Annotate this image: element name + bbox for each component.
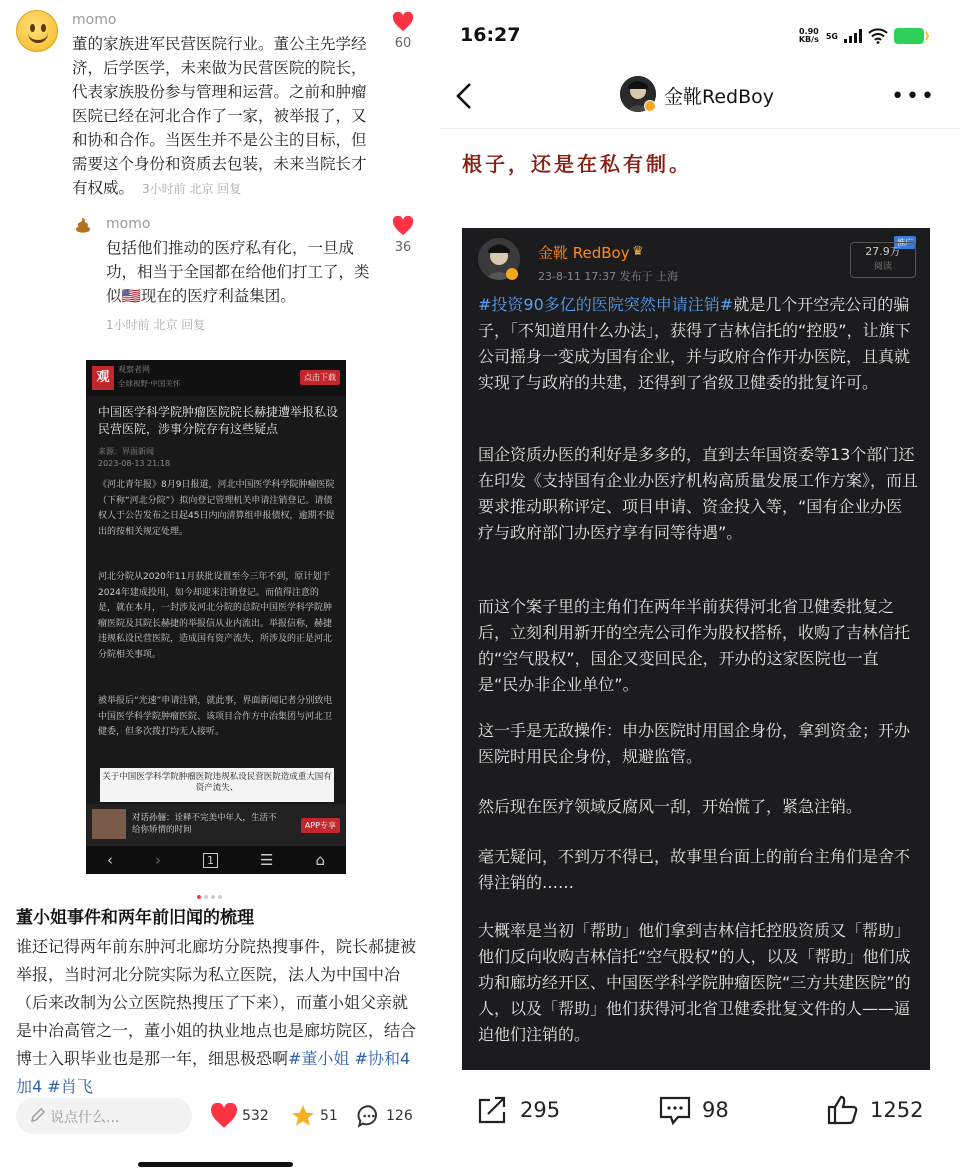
comment-count: 126 [386,1108,413,1124]
battery-icon [894,27,930,45]
embed-subsource: 全球视野·中国关怀 [118,379,181,388]
menu-icon[interactable]: ☰ [260,851,274,869]
share-button[interactable] [476,1092,560,1128]
embed-meta-time: 2023-08-13 21:18 [98,459,171,468]
embed-paragraph: 被举报后“光速”申请注销，就此事，界面新闻记者分别致电中国医学科学院肿瘤医院、该项目合作方中冶集团与河北卫健委，但多次拨打均无人接听。 [98,696,333,737]
avatar-eye [41,24,46,32]
like-button[interactable] [826,1092,923,1128]
card-post-meta: 23-8-11 17:37 发布于 上海 [538,270,679,283]
comment-line: 和协和合作。当医生并不是公主的目标，但 [72,131,367,149]
card-paragraph: 这一手是无敌操作：申办医院时用国企身份，拿到资金；开办医院时用民企身份，规避监管。 [478,721,911,766]
card-paragraph: 大概率是当初「帮助」他们拿到吉林信托控股资质又「帮助」他们反向收购吉林信托“空气股权”的人，以及「帮助」他们成功和廊坊经开区、中国医学科学院肿瘤医院“三方共建医院”的人，以及「帮助」他们获得河北省卫健委批复文件的人——逼迫他们注销的。 [478,921,911,1044]
card-paragraph-text: 就是几个开空壳公司的骗子，「不知道用什么办法」，获得了吉林信托的“控股”，让旗下公司摇身一变成为国有企业，并与政府合作开办医院，且真就实现了与政府的共建，还得到了省级卫健委的批复许可。 [478,295,911,392]
comment-line: 似🇺🇸现在的医疗利益集团。 [106,287,296,305]
author-name[interactable]: 金靴RedBoy [664,86,775,108]
verified-badge-icon [506,268,518,280]
like-count: 532 [242,1108,269,1124]
embed-meta-source: 来源：界面新闻 [98,447,154,456]
comment-line: 包括他们推动的医疗私有化，一旦成 [106,239,355,257]
comment-line: 济，后学医学，未来做为民营医院的院长， [72,59,367,77]
embed-ad-thumbnail [92,809,126,839]
card-paragraph: 国企资质办医的利好是多多的，直到去年国资委等13个部门还在印发《支持国有企业办医疗机构高质量发展工作方案》，而且要求推动职称评定、项目申请、资金投入等，“国有企业办医疗与政府部门办医疗享有同等待遇”。 [478,445,919,542]
favorite-button[interactable] [290,1102,338,1130]
comment-line: 功，相当于全国都在给他们打工了，类 [106,263,370,281]
header-divider [440,128,960,129]
embed-meta [98,446,170,470]
comment-line: 需要这个身份和资质去包装，未来当院长才 [72,155,367,173]
post-action-bar [0,1092,440,1140]
verified-badge-icon [644,100,656,112]
tabs-icon[interactable]: 1 [203,853,218,868]
comment-line: 医院已经在河北合作了一家，被举报了，又 [72,107,367,125]
carousel-dot [197,895,201,899]
card-paragraph: 毫无疑问，不到万不得已，故事里台面上的前台主角们是舍不得注销的…… [478,847,911,892]
read-label: 阅读 [873,262,892,272]
embed-logo: 观 [92,366,114,390]
comment-last-line [72,176,372,201]
embed-download-button[interactable]: 点击下载 [300,370,340,385]
card-paragraph [478,292,918,396]
comment-icon [658,1094,692,1126]
net-type: 5G [825,31,838,41]
carousel-dot [204,895,208,899]
comment-count: 98 [702,1098,729,1122]
hashtag-link[interactable]: #投资90多亿的医院突然申请注销# [478,295,734,314]
promoted-badge: 推广 [894,236,916,249]
hashtag-link[interactable]: #董小姐 [288,1049,350,1068]
post-headline: 根子，还是在私有制。 [462,152,692,176]
avatar-eye [30,24,35,32]
carousel-dot [211,895,215,899]
heart-icon[interactable] [392,216,414,236]
comment-line: 董的家族进军民营医院行业。董公主先学经 [72,35,367,53]
comment-line: 代表家族股份参与管理和运营。之前和肿瘤 [72,83,367,101]
thumbs-up-icon [826,1094,860,1126]
signal-icon [844,29,862,43]
comment-username[interactable]: momo [106,216,151,232]
status-time: 16:27 [460,24,521,46]
comment-button[interactable] [658,1092,729,1128]
weibo-comment-panel [0,0,440,1176]
carousel-dot [218,895,222,899]
comment-text [106,236,386,308]
more-options-icon[interactable]: ••• [891,84,936,109]
read-count-box [850,242,916,278]
comment-placeholder: 说点什么... [50,1110,120,1126]
embed-paragraph: 《河北青年报》8月9日报道，河北中国医学科学院肿瘤医院（下称“河北分院”）拟向登记管理机关申请注销登记。请债权人于公告发布之日起45日内向清算组申报债权，逾期不提出的按相关规定处理。 [98,480,335,537]
card-paragraph: 然后现在医疗领域反腐风一刮，开始慌了，紧急注销。 [478,797,863,816]
embed-title: 中国医学科学院肿瘤医院院长赫捷遭举报私设民营医院，涉事分院存有这些疑点 [98,405,339,436]
read-count: 27.9万 [865,245,901,258]
favorite-count: 51 [320,1108,338,1124]
comment-line: 有权威。 [72,179,135,197]
forward-icon[interactable]: › [155,851,161,869]
comment-meta[interactable]: 3小时前 北京 回复 [142,182,242,196]
poop-avatar-icon[interactable] [74,216,92,234]
comment-meta[interactable]: 1小时前 北京 回复 [106,318,206,332]
weibo-post-panel [440,0,960,1176]
embed-paragraph: 河北分院从2020年11月获批设置至今三年不到，原计划于2024年建成投用，如今却迎来注销登记。而值得注意的是，就在本月，一封涉及河北分院的总院中国医学科学院肿瘤医院及其院长赫捷的举报信从业内流出。举报信称，赫捷违规私设民营医院，造成国有资产流失，所涉及的正是河北分院相关事项。 [98,572,333,660]
comment-text [72,32,372,201]
embed-quote-box: 关于中国医学科学院肿瘤医院违规私设民营医院造成重大国有资产流失、 [100,768,334,802]
embed-ad-button[interactable]: APP专享 [301,818,340,833]
share-count: 295 [520,1098,561,1122]
heart-icon [210,1103,238,1129]
comment-button[interactable] [356,1102,413,1130]
avatar-mouth [28,33,48,43]
heart-icon[interactable] [392,12,414,32]
card-paragraph: 而这个案子里的主角们在两年半前获得河北省卫健委批复之后，立刻利用新开的空壳公司作为股权搭桥，收购了吉林信托的“空气股权”，国企又变回民企，开办的这家医院也一直是“民办非企业单位”。 [478,597,911,694]
embed-ad[interactable] [86,804,346,846]
home-icon[interactable]: ⌂ [315,851,325,869]
hashtag-link[interactable]: #肖飞 [47,1077,93,1096]
comment-username[interactable]: momo [72,12,117,28]
card-author-name[interactable]: 金靴 RedBoy [538,244,630,262]
comment-bubble-icon [356,1103,382,1129]
wifi-icon [868,28,888,44]
post-action-bar [440,1088,960,1132]
post-body [16,933,416,1101]
reposted-dark-card[interactable] [462,228,930,1070]
embedded-news-screenshot[interactable] [86,360,346,874]
hashtag-link[interactable]: #协和4加4 [16,1049,411,1096]
like-count: 60 [394,36,412,51]
pencil-icon [30,1107,46,1123]
carousel-dots[interactable] [197,884,237,890]
like-count: 1252 [870,1098,924,1122]
share-icon [476,1094,510,1126]
back-arrow-icon[interactable] [450,78,480,114]
embed-ad-text: 对话孙俪：诠释不完美中年人，生活不给你矫情的时间 [132,813,277,835]
post-body-text: 谁还记得两年前东肿河北廊坊分院热搜事件，院长郝捷被举报，当时河北分院实际为私立医院，法人为中国中冶（后来改制为公立医院热搜压了下来），而董小姐父亲就是中冶高管之一，董小姐的执业地点也是廊坊院区，结合博士入职毕业也是那一年，细思极恐啊 [16,937,417,1068]
crown-icon: ♛ [632,244,644,259]
net-speed: 0.90 KB/s [798,27,819,44]
back-icon[interactable]: ‹ [107,851,113,869]
status-bar-icons [798,26,930,46]
comment-input[interactable] [16,1098,192,1134]
avatar-smiley-icon[interactable] [16,10,58,52]
home-indicator[interactable] [138,1162,293,1167]
embed-header [86,360,346,396]
like-button[interactable] [210,1102,269,1130]
embed-source: 观察者网 [118,365,150,374]
star-icon [290,1103,316,1129]
like-count: 36 [394,240,412,255]
post-title: 董小姐事件和两年前旧闻的梳理 [16,908,254,928]
embed-nav-bar [86,846,346,874]
